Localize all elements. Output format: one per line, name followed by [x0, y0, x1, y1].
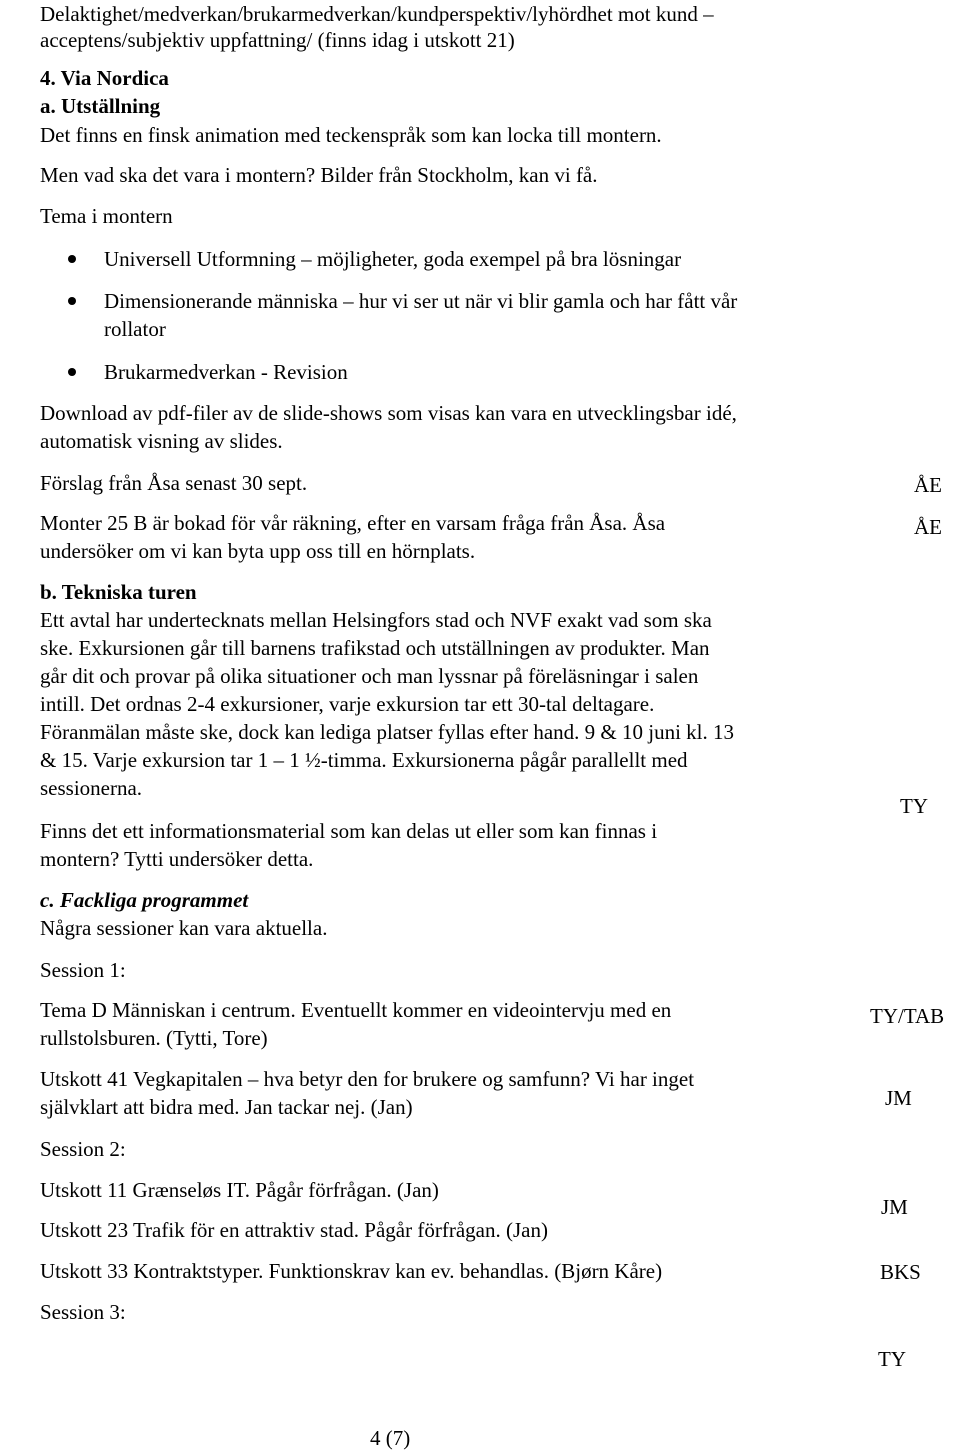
text-line: montern? Tytti undersöker detta. — [40, 847, 314, 871]
text-line: undersöker om vi kan byta upp oss till en hörnplats. — [40, 539, 476, 563]
responsible-initials: TY — [878, 1347, 906, 1371]
session-label: Session 3: — [40, 1300, 126, 1324]
section-heading: 4. Via Nordica — [40, 66, 169, 90]
text-line: Utskott 23 Trafik för en attraktiv stad. Pågår förfrågan. (Jan) — [40, 1218, 548, 1242]
text-line: Utskott 11 Grænseløs IT. Pågår förfrågan. (Jan) — [40, 1178, 439, 1202]
bullet-icon — [68, 255, 76, 263]
list-item-continuation: rollator — [104, 317, 166, 341]
text-line: Det finns en finsk animation med teckenspråk som kan locka till montern. — [40, 123, 662, 147]
text-line: Föranmälan måste ske, dock kan lediga platser fyllas efter hand. 9 & 10 juni kl. 13 — [40, 720, 734, 744]
responsible-initials: BKS — [880, 1260, 921, 1284]
text-line: Några sessioner kan vara aktuella. — [40, 916, 328, 940]
text-line: Tema D Människan i centrum. Eventuellt kommer en videointervju med en — [40, 998, 672, 1022]
text-line: intill. Det ordnas 2-4 exkursioner, varje exkursion tar ett 30-tal deltagare. — [40, 692, 655, 716]
responsible-initials: TY — [900, 794, 928, 818]
list-item: Dimensionerande människa – hur vi ser ut när vi blir gamla och har fått vår — [104, 289, 738, 313]
bullet-icon — [68, 368, 76, 376]
responsible-initials: ÅE — [914, 515, 942, 539]
subsection-heading: a. Utställning — [40, 94, 161, 118]
session-label: Session 2: — [40, 1137, 126, 1161]
text-line: rullstolsburen. (Tytti, Tore) — [40, 1026, 268, 1050]
session-label: Session 1: — [40, 958, 126, 982]
list-item: Universell Utformning – möjligheter, goda exempel på bra lösningar — [104, 247, 682, 271]
text-line: & 15. Varje exkursion tar 1 – 1 ½-timma. Exkursionerna pågår parallellt med — [40, 748, 688, 772]
text-line: Finns det ett informationsmaterial som kan delas ut eller som kan finnas i — [40, 819, 658, 843]
text-line: Download av pdf-filer av de slide-shows som visas kan vara en utvecklingsbar idé, — [40, 401, 737, 425]
text-line: acceptens/subjektiv uppfattning/ (finns idag i utskott 21) — [40, 28, 515, 52]
text-line: Utskott 33 Kontraktstyper. Funktionskrav kan ev. behandlas. (Bjørn Kåre) — [40, 1259, 663, 1283]
text-line: ske. Exkursionen går till barnens trafikstad och utställningen av produkter. Man — [40, 636, 710, 660]
subsection-heading: c. Fackliga programmet — [40, 888, 249, 912]
text-line: självklart att bidra med. Jan tackar nej. (Jan) — [40, 1095, 413, 1119]
text-line: Utskott 41 Vegkapitalen – hva betyr den for brukere og samfunn? Vi har inget — [40, 1067, 695, 1091]
text-line: Tema i montern — [40, 204, 173, 228]
text-line: Ett avtal har undertecknats mellan Helsingfors stad och NVF exakt vad som ska — [40, 608, 712, 632]
text-line: sessionerna. — [40, 776, 143, 800]
subsection-heading: b. Tekniska turen — [40, 580, 197, 604]
text-line: Men vad ska det vara i montern? Bilder från Stockholm, kan vi få. — [40, 163, 598, 187]
responsible-initials: ÅE — [914, 473, 942, 497]
responsible-initials: TY/TAB — [870, 1004, 945, 1028]
text-line: Delaktighet/medverkan/brukarmedverkan/kundperspektiv/lyhördhet mot kund – — [40, 2, 714, 26]
bullet-icon — [68, 297, 76, 305]
text-line: går dit och provar på olika situationer och man lyssnar på föreläsningar i salen — [40, 664, 699, 688]
text-line: Förslag från Åsa senast 30 sept. — [40, 471, 308, 495]
text-line: automatisk visning av slides. — [40, 429, 283, 453]
list-item: Brukarmedverkan - Revision — [104, 360, 348, 384]
responsible-initials: JM — [881, 1195, 908, 1219]
responsible-initials: JM — [885, 1086, 912, 1110]
text-line: Monter 25 B är bokad för vår räkning, efter en varsam fråga från Åsa. Åsa — [40, 511, 666, 535]
page-number: 4 (7) — [370, 1426, 411, 1450]
